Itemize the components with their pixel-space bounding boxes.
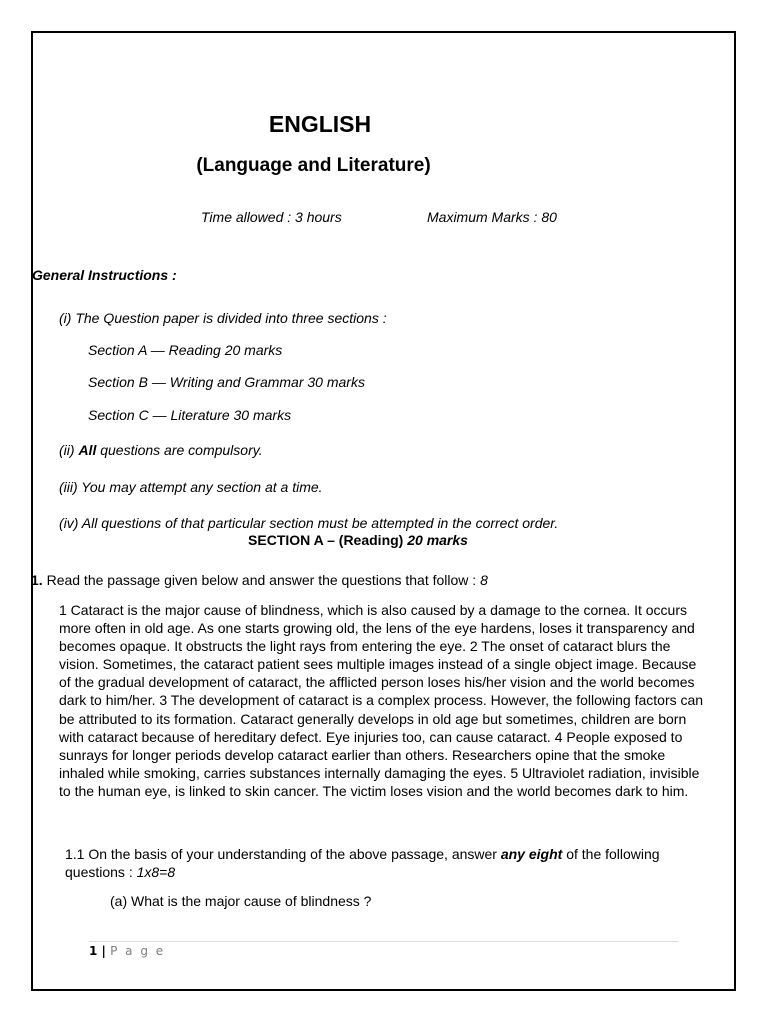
section-a-marks: 20 marks [407,532,468,548]
general-instructions-heading: General Instructions : [32,267,177,283]
instruction-ii-emphasis: All [78,442,97,458]
instruction-iii: (iii) You may attempt any section at a time. [59,479,323,495]
paper-title: ENGLISH [268,111,372,137]
section-b-info: Section B — Writing and Grammar 30 marks [88,374,365,390]
section-a-heading [0,532,716,548]
instruction-ii [59,442,263,458]
section-a-title: SECTION A – (Reading) [248,532,408,548]
question-1-1-emphasis: any eight [500,846,563,862]
maximum-marks: Maximum Marks : 80 [427,209,557,225]
reading-passage: 1 Cataract is the major cause of blindness, which is also caused by a damage to the cornea. It occurs more often in old age. As one starts growing old, the lens of the eye hardens, loses it transparency and becomes opaque. It obstructs the light rays from entering the eye. 2 The onset of cataract blurs the vision. Sometimes, the cataract patient sees multiple images instead of a single object image. Because of the gradual development of cataract, the afflicted person loses his/her vision and the world becomes dark to him/her. 3 The development of cataract is a complex process. However, the following factors can be attributed to its formation. Cataract generally develops in old age but sometimes, children are born with cataract because of hereditary defect. Eye injuries too, can cause cataract. 4 People exposed to sunrays for longer periods develop cataract earlier than others. Researchers opine that the smoke inhaled while smoking, carries substances internally damaging the eyes. 5 Ultraviolet radiation, invisible to the human eye, is linked to skin cancer. The victim loses vision and the world becomes dark to him. [59,602,704,799]
question-1-marks: 8 [480,572,488,588]
question-1-number: 1. [31,572,43,588]
time-allowed: Time allowed : 3 hours [201,209,342,225]
page-separator: | [97,944,111,958]
instruction-ii-rest: questions are compulsory. [96,442,263,458]
page-label: P a g e [110,944,166,958]
page-number: 1 [89,944,98,958]
instruction-ii-prefix: (ii) [59,442,79,458]
question-1-1-marks: 1x8=8 [136,863,176,880]
paper-subtitle: (Language and Literature) [196,155,431,176]
question-item-a: (a) What is the major cause of blindness ? [110,893,372,909]
question-1-prompt [31,572,488,588]
instruction-i: (i) The Question paper is divided into three sections : [59,310,387,326]
section-c-info: Section C — Literature 30 marks [88,407,292,423]
section-a-info: Section A — Reading 20 marks [88,342,283,358]
question-1-1-prefix: 1.1 On the basis of your understanding of the above passage, answer [65,846,501,862]
question-1-1-rest: of the following questions : [65,846,660,880]
question-1-1 [65,846,685,881]
question-1-text: Read the passage given below and answer the questions that follow : [42,572,481,588]
page-footer [89,944,165,958]
instruction-iv: (iv) All questions of that particular section must be attempted in the correct order. [59,515,559,531]
footer-divider [89,941,678,942]
